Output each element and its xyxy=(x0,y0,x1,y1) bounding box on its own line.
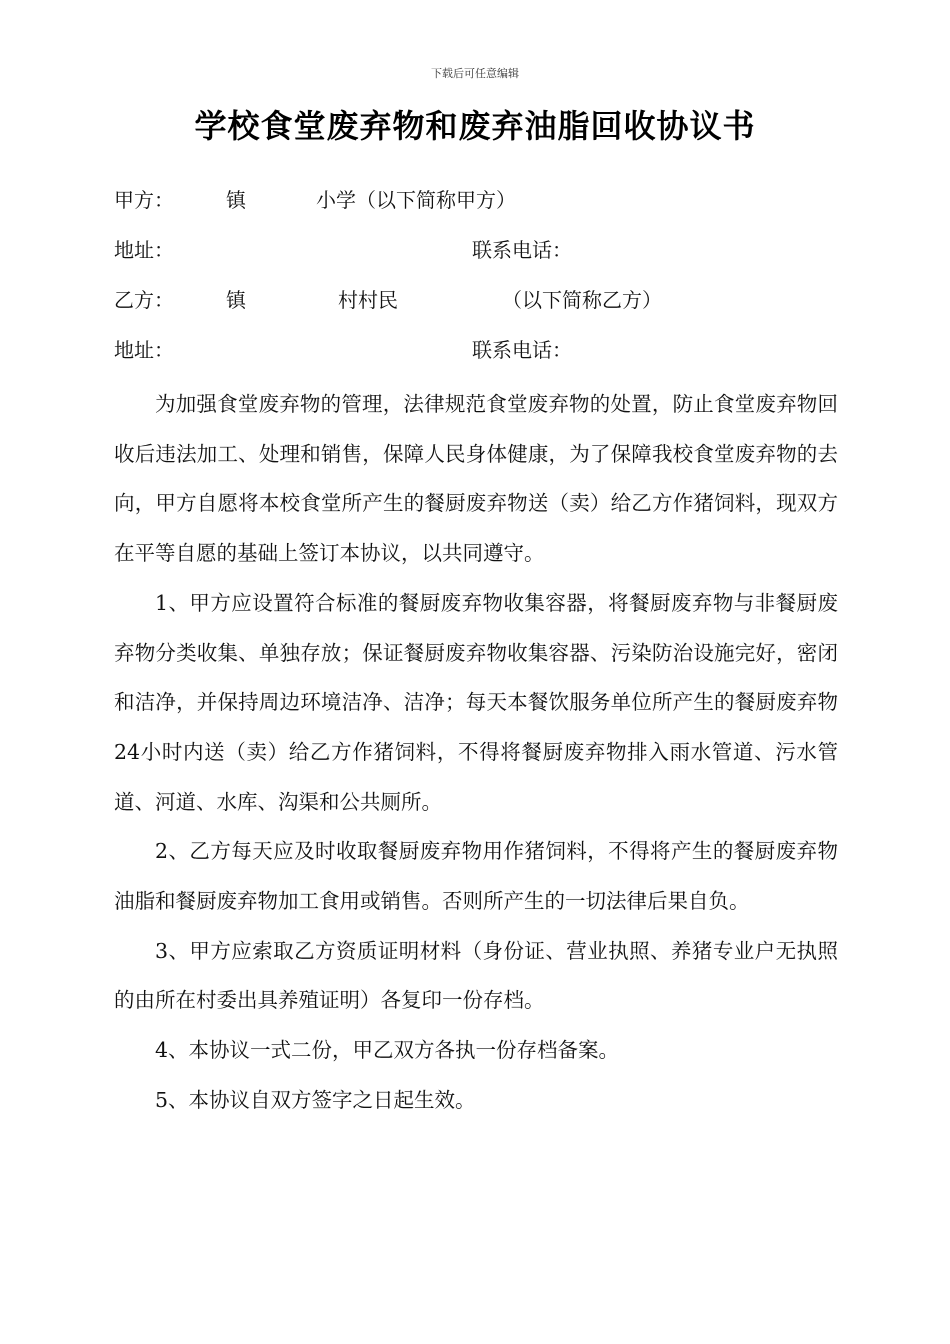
party-b-village: 村村民 xyxy=(338,288,398,312)
party-a-school: 小学（以下简称甲方） xyxy=(316,188,516,212)
header-note: 下载后可任意编辑 xyxy=(431,67,519,80)
clause-2: 2、乙方每天应及时收取餐厨废弃物用作猪饲料，不得将产生的餐厨废弃物油脂和餐厨废弃物加工食用或销售。否则所产生的一切法律后果自负。 xyxy=(114,839,838,914)
document-title: 学校食堂废弃物和废弃油脂回收协议书 xyxy=(194,107,756,145)
party-b-phone-label: 联系电话： xyxy=(472,338,572,362)
party-b-label: 乙方： xyxy=(114,288,174,312)
party-b-short-name: （以下简称乙方） xyxy=(502,288,662,312)
clause-3: 3、甲方应索取乙方资质证明材料（身份证、营业执照、养猪专业户无执照的由所在村委出具养殖证明）各复印一份存档。 xyxy=(114,938,838,1013)
party-a-town: 镇 xyxy=(226,188,246,212)
party-b-address-label: 地址： xyxy=(114,338,174,362)
agreement-body xyxy=(114,380,838,1126)
clause-5: 5、本协议自双方签字之日起生效。 xyxy=(155,1087,476,1112)
clause-4: 4、本协议一式二份，甲乙双方各执一份存档备案。 xyxy=(155,1038,620,1063)
clause-1: 1、甲方应设置符合标准的餐厨废弃物收集容器，将餐厨废弃物与非餐厨废弃物分类收集、单独存放；保证餐厨废弃物收集容器、污染防治设施完好，密闭和洁净，并保持周边环境洁净、洁净；每天本餐饮服务单位所产生的餐厨废弃物24小时内送（卖）给乙方作猪饲料，不得将餐厨废弃物排入雨水管道、污水管道、河道、水库、沟渠和公共厕所。 xyxy=(114,590,838,814)
party-a-address-label: 地址： xyxy=(114,238,174,262)
party-a-label: 甲方： xyxy=(114,188,174,212)
party-b-town: 镇 xyxy=(226,288,246,312)
party-a-phone-label: 联系电话： xyxy=(472,238,572,262)
intro-paragraph: 为加强食堂废弃物的管理，法律规范食堂废弃物的处置，防止食堂废弃物回收后违法加工、处理和销售，保障人民身体健康，为了保障我校食堂废弃物的去向，甲方自愿将本校食堂所产生的餐厨废弃物送（卖）给乙方作猪饲料，现双方在平等自愿的基础上签订本协议，以共同遵守。 xyxy=(114,392,838,566)
